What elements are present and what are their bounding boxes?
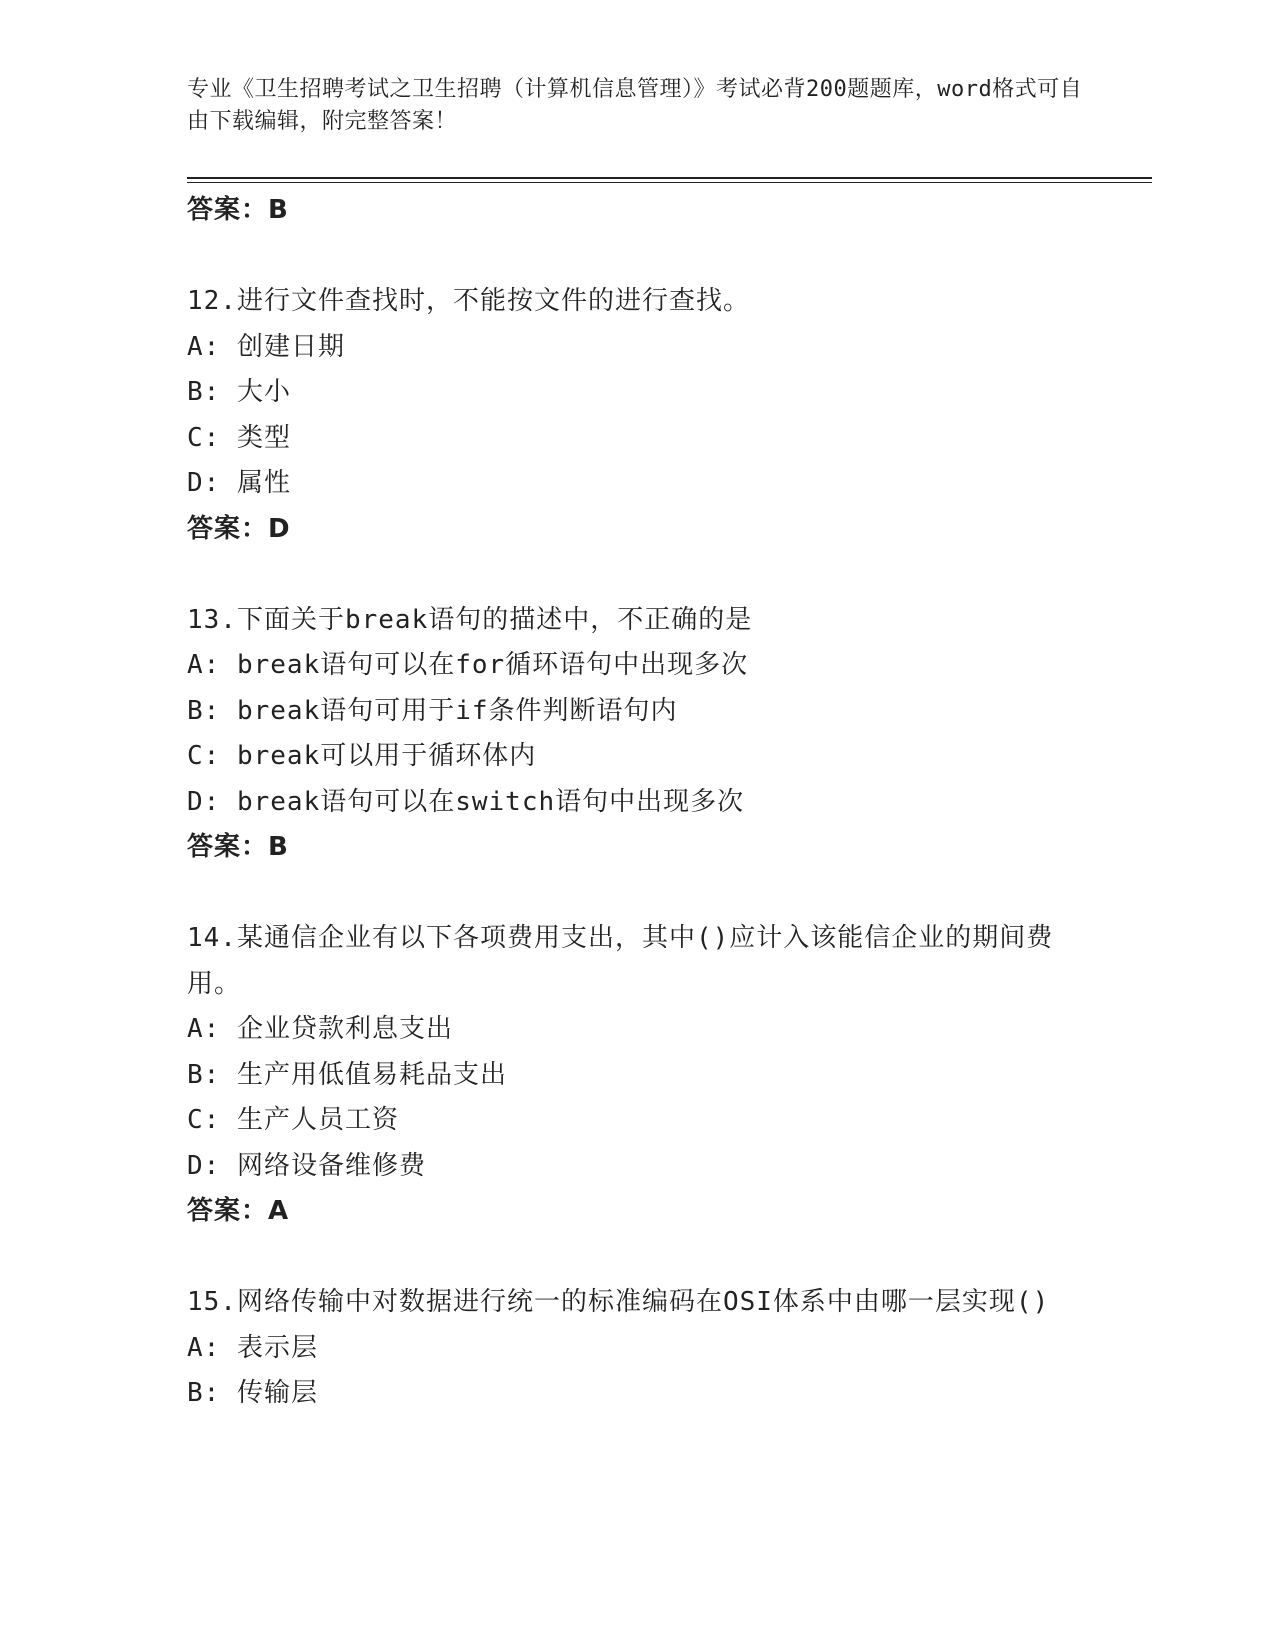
answer-line: 答案：B [187,832,289,862]
option-c: C: 生产人员工资 [187,1105,399,1135]
spacer [187,552,1087,598]
option-a: A: 企业贷款利息支出 [187,1014,453,1044]
question-list [187,188,1087,1417]
option-d: D: 网络设备维修费 [187,1150,426,1181]
header-rule-thin [187,182,1152,183]
option-c: C: 类型 [187,422,291,453]
header-rule-thick [187,177,1152,179]
question-12 [187,279,1087,552]
answer-line: 答案：D [187,513,291,544]
option-d: D: break语句可以在switch语句中出现多次 [187,786,745,817]
answer-line: 答案：B [187,195,289,225]
option-a: A: 表示层 [187,1332,318,1363]
option-c: C: break可以用于循环体内 [187,741,537,771]
option-b: B: 传输层 [187,1378,318,1408]
option-b: B: 大小 [187,377,291,407]
question-15 [187,1280,1087,1417]
option-d: D: 属性 [187,468,291,498]
spacer [187,1235,1087,1281]
question-text: 14.某通信企业有以下各项费用支出，其中()应计入该能信企业的期间费用。 [187,923,1054,999]
question-13 [187,598,1087,871]
question-text: 12.进行文件查找时，不能按文件的进行查找。 [187,286,750,316]
spacer [187,871,1087,917]
answer-line: 答案：A [187,1196,290,1226]
question-text: 13.下面关于break语句的描述中，不正确的是 [187,604,753,635]
option-b: B: break语句可用于if条件判断语句内 [187,695,678,726]
option-b: B: 生产用低值易耗品支出 [187,1059,507,1090]
question-text: 15.网络传输中对数据进行统一的标准编码在OSI体系中由哪一层实现() [187,1287,1050,1317]
question-14 [187,916,1087,1235]
option-a: A: break语句可以在for循环语句中出现多次 [187,650,749,680]
option-a: A: 创建日期 [187,331,345,362]
spacer [187,234,1087,280]
document-header: 专业《卫生招聘考试之卫生招聘（计算机信息管理）》考试必背200题题库，word格式可自由下载编辑，附完整答案！ [187,77,1083,134]
